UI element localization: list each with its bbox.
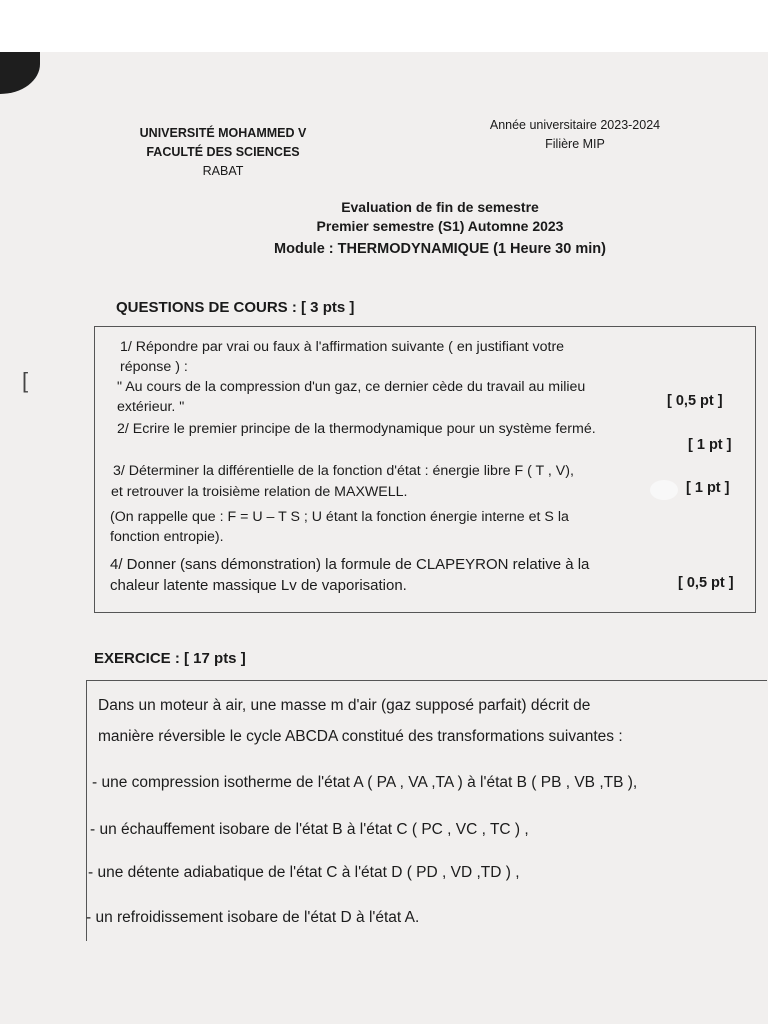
q1-line-3: " Au cours de la compression d'un gaz, ce dernier cède du travail au milieu: [117, 379, 586, 395]
q3-note-line-2: fonction entropie).: [110, 529, 224, 545]
transformation-2: - un échauffement isobare de l'état B à l'état C ( PC , VC , TC ) ,: [90, 821, 529, 838]
q1-line-2: réponse ) :: [120, 359, 188, 375]
academic-year-header: [470, 116, 680, 154]
q3-points: [ 1 pt ]: [686, 480, 730, 496]
scan-background: [0, 0, 768, 60]
institution-header: [118, 124, 328, 181]
courses-heading: QUESTIONS DE COURS : [ 3 pts ]: [116, 299, 355, 316]
title-line-2: Premier semestre (S1) Automne 2023: [316, 218, 564, 234]
university-name: UNIVERSITÉ MOHAMMED V: [139, 126, 307, 140]
module-title: Module : THERMODYNAMIQUE (1 Heure 30 min): [274, 241, 606, 257]
exam-title: [230, 198, 650, 259]
q3-note-line-1: (On rappelle que : F = U – T S ; U étant la fonction énergie interne et S la: [110, 509, 569, 525]
title-line-1: Evaluation de fin de semestre: [341, 199, 539, 215]
q4-line-2: chaleur latente massique Lv de vaporisation.: [110, 577, 407, 594]
q1-points: [ 0,5 pt ]: [667, 393, 723, 409]
paper-scuff: [650, 480, 678, 500]
margin-bracket-mark: [: [22, 368, 29, 393]
q3-line-1: 3/ Déterminer la différentielle de la fonction d'état : énergie libre F ( T , V),: [113, 463, 574, 479]
q4-line-1: 4/ Donner (sans démonstration) la formule de CLAPEYRON relative à la: [110, 556, 590, 573]
faculty-name: FACULTÉ DES SCIENCES: [146, 145, 300, 159]
q1-line-1: 1/ Répondre par vrai ou faux à l'affirmation suivante ( en justifiant votre: [120, 339, 565, 355]
q2-points: [ 1 pt ]: [688, 437, 732, 453]
q1-line-4: extérieur. ": [117, 399, 185, 415]
q3-line-2: et retrouver la troisième relation de MAXWELL.: [111, 484, 408, 500]
q4-points: [ 0,5 pt ]: [678, 575, 734, 591]
transformation-1: - une compression isotherme de l'état A ( PA , VA ,TA ) à l'état B ( PB , VB ,TB ),: [92, 774, 638, 791]
filiere: Filière MIP: [545, 137, 605, 151]
q2-line-1: 2/ Ecrire le premier principe de la thermodynamique pour un système fermé.: [117, 421, 596, 437]
city-name: RABAT: [202, 164, 244, 178]
exercise-intro-line-2: manière réversible le cycle ABCDA constitué des transformations suivantes :: [98, 728, 623, 745]
academic-year: Année universitaire 2023-2024: [489, 118, 661, 132]
transformation-4: - un refroidissement isobare de l'état D à l'état A.: [86, 909, 420, 926]
transformation-3: - une détente adiabatique de l'état C à l'état D ( PD , VD ,TD ) ,: [88, 864, 520, 881]
exercise-intro-line-1: Dans un moteur à air, une masse m d'air (gaz supposé parfait) décrit de: [98, 697, 591, 714]
exercise-box: [86, 680, 767, 941]
exercise-heading: EXERCICE : [ 17 pts ]: [94, 650, 246, 667]
